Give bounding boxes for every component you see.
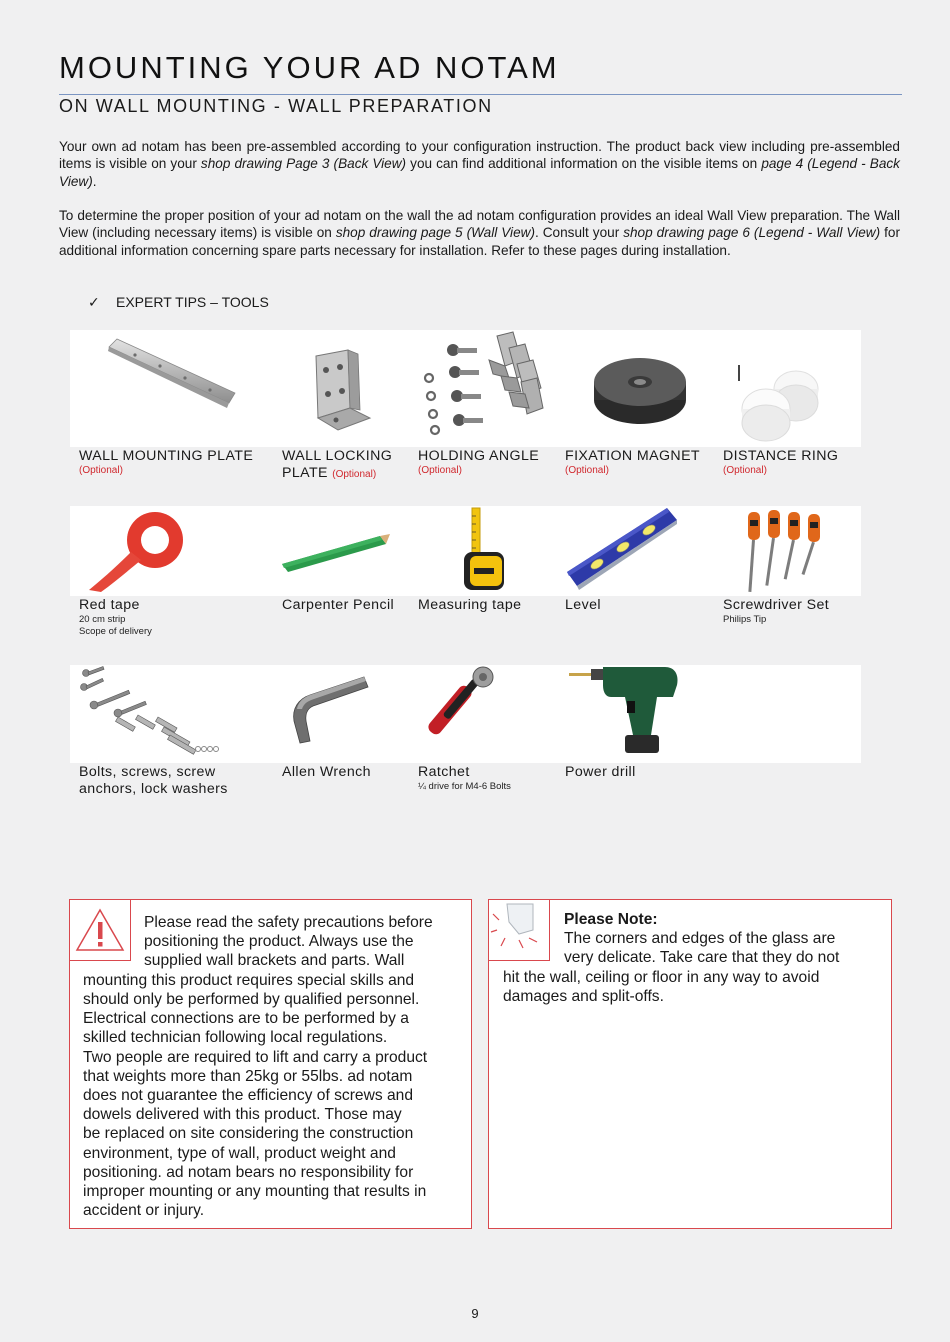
safety-line-16: accident or injury. [83,1202,205,1219]
power-drill-icon [565,665,685,761]
level-icon [563,506,681,592]
safety-line-11: dowels delivered with this product. Those may [83,1106,402,1123]
tools-image-band-2 [70,665,861,763]
glass-note-box [488,899,892,1229]
tool-bolts-screws: Bolts, screws, screw anchors, lock washers [79,764,228,797]
wall-locking-plate-icon [308,348,378,438]
section-subtitle: ON WALL MOUNTING - WALL PREPARATION [59,96,493,116]
intro-paragraph-2: To determine the proper position of your ad notam on the wall the ad notam configuration provides an ideal Wall View preparation. The Wall View (including necessary items) is visible on shop drawing page 5 (Wall View). Consult your shop drawing page 6 (Legend - Wall View) for additional information concerning spare parts necessary for installation. Refer to these pages during installation. [59,208,900,258]
safety-line-1: Please read the safety precautions before [144,914,433,931]
carpenter-pencil-icon [280,524,392,574]
note-line-1: The corners and edges of the glass are [564,930,836,947]
checkmark-icon: ✓ [88,294,100,310]
note-heading: Please Note: [564,911,658,928]
red-tape-icon [85,508,185,594]
bolts-screws-icon [78,665,223,761]
allen-wrench-icon [280,669,370,747]
safety-line-13: environment, type of wall, product weight and [83,1145,396,1162]
safety-line-8: Two people are required to lift and carry a product [83,1049,428,1066]
safety-line-15: improper mounting or any mounting that results in [83,1183,427,1200]
measuring-tape-icon [460,506,510,594]
tool-carpenter-pencil: Carpenter Pencil [282,597,395,613]
safety-line-10: does not guarantee the efficiency of screws and [83,1087,413,1104]
safety-line-4: mounting this product requires special skills and [83,972,415,989]
tool-measuring-tape: Measuring tape [418,597,522,613]
safety-line-14: positioning. ad notam bears no responsibility for [83,1164,414,1181]
tool-red-tape: Red tape 20 cm strip Scope of delivery [79,597,152,637]
expert-tips-heading: ✓ EXPERT TIPS – TOOLS [88,294,269,310]
tool-ratchet: Ratchet ¼ drive for M4-6 Bolts [418,764,511,792]
note-line-3: hit the wall, ceiling or floor in any way to avoid [503,969,820,986]
safety-line-6: Electrical connections are to be performed by a [83,1010,409,1027]
holding-angle-icon [417,330,547,442]
screwdriver-set-icon [742,506,834,596]
note-line-4: damages and split-offs. [503,988,664,1005]
tool-power-drill: Power drill [565,764,636,780]
safety-line-2: positioning the product. Always use the [144,933,414,950]
tool-screwdriver-set: Screwdriver Set Philips Tip [723,597,830,625]
intro-paragraph-1: Your own ad notam has been pre-assembled according to your configuration instruction. The product back view including pre-assembled items is visible on your shop drawing Page 3 (Back View) you can find additional information on the visible items on page 4 (Legend - Back View). [59,139,900,189]
safety-warning-box [69,899,472,1229]
safety-line-12: be replaced on site considering the construction [83,1125,414,1142]
page-number: 9 [471,1306,479,1321]
fixation-magnet-icon [592,352,692,428]
note-line-2: very delicate. Take care that they do not [564,949,840,966]
tool-allen-wrench: Allen Wrench [282,764,371,780]
title-divider [59,94,902,95]
tools-image-band-1 [70,506,861,596]
part-holding-angle: HOLDING ANGLE (Optional) [418,448,540,476]
part-distance-ring: DISTANCE RING (Optional) [723,448,839,476]
part-fixation-magnet: FIXATION MAGNET (Optional) [565,448,701,476]
warning-triangle-icon [70,900,130,960]
safety-line-7: skilled technician following local regulations. [83,1029,388,1046]
part-wall-locking-plate: WALL LOCKING PLATE (Optional) [282,448,393,481]
glass-corner-icon [489,900,549,960]
part-wall-mounting-plate: WALL MOUNTING PLATE (Optional) [79,448,254,476]
page-title: MOUNTING YOUR AD NOTAM [59,50,560,85]
safety-line-3: supplied wall brackets and parts. Wall [144,952,405,969]
ratchet-icon [415,665,505,757]
safety-line-5: should only be performed by qualified personnel. [83,991,420,1008]
distance-ring-icon [738,355,823,443]
safety-line-9: that weights more than 25kg or 55lbs. ad notam [83,1068,413,1085]
tool-level: Level [565,597,601,613]
parts-image-band [70,330,861,447]
wall-mounting-plate-icon [105,335,240,425]
